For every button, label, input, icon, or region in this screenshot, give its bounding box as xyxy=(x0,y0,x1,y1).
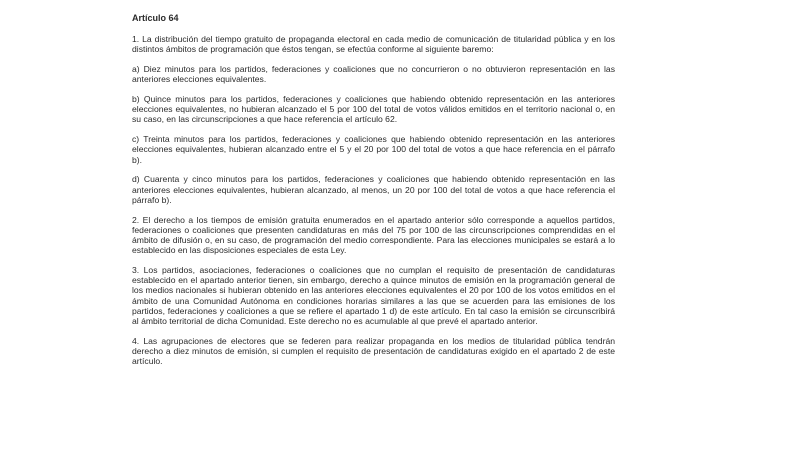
paragraph-1a: a) Diez minutos para los partidos, federaciones y coaliciones que no concurrieron o no obtuvieron representación en las anteriores elecciones equivalentes. xyxy=(132,64,615,85)
paragraph-1b: b) Quince minutos para los partidos, federaciones y coaliciones que habiendo obtenido representación en las anteriores elecciones equivalentes, no hubieran alcanzado el 5 por 100 del total de votos válidos emitidos en el territorio nacional o, en su caso, en las circunscripciones a que hace referencia el artículo 62. xyxy=(132,94,615,125)
paragraph-2: 2. El derecho a los tiempos de emisión gratuita enumerados en el apartado anterior sólo corresponde a aquellos partidos, federaciones o coaliciones que presenten candidaturas en más del 75 por 100 de las circunscripciones comprendidas en el ámbito de difusión o, en su caso, de programación del medio correspondiente. Para las elecciones municipales se estará a lo establecido en las disposiciones especiales de esta Ley. xyxy=(132,214,615,256)
article-title: Artículo 64 xyxy=(132,13,179,23)
paragraph-4: 4. Las agrupaciones de electores que se federen para realizar propaganda en los medios de titularidad pública tendrán derecho a diez minutos de emisión, si cumplen el requisito de presentación de candidaturas exigido en el apartado 2 de este artículo. xyxy=(132,335,615,367)
paragraph-1: 1. La distribución del tiempo gratuito de propaganda electoral en cada medio de comunicación de titularidad pública y en los distintos ámbitos de programación que éstos tengan, se efectúa conforme al siguiente baremo: xyxy=(132,34,615,55)
document-body xyxy=(132,13,615,376)
paragraph-1c: c) Treinta minutos para los partidos, federaciones y coaliciones que habiendo obtenido representación en las anteriores elecciones equivalentes, hubieran alcanzado entre el 5 y el 20 por 100 del total de votos a que hace referencia en el párrafo b). xyxy=(132,134,615,165)
paragraph-1d: d) Cuarenta y cinco minutos para los partidos, federaciones y coaliciones que habiendo obtenido representación en las anteriores elecciones equivalentes, hubieran alcanzado, al menos, un 20 por 100 del total de votos a que hace referencia el párrafo b). xyxy=(132,174,615,205)
paragraph-3: 3. Los partidos, asociaciones, federaciones o coaliciones que no cumplan el requisito de presentación de candidaturas establecido en el apartado anterior tienen, sin embargo, derecho a quince minutos de emisión en la programación general de los medios nacionales si hubieran obtenido en las anteriores elecciones equivalentes el 20 por 100 de los votos emitidos en el ámbito de una Comunidad Autónoma en condiciones horarias similares a las que se acuerden para las emisiones de los partidos, federaciones y coaliciones a que se refiere el apartado 1 d) de este artículo. En tal caso la emisión se circunscribirá al ámbito territorial de dicha Comunidad. Este derecho no es acumulable al que prevé el apartado anterior. xyxy=(132,265,615,327)
